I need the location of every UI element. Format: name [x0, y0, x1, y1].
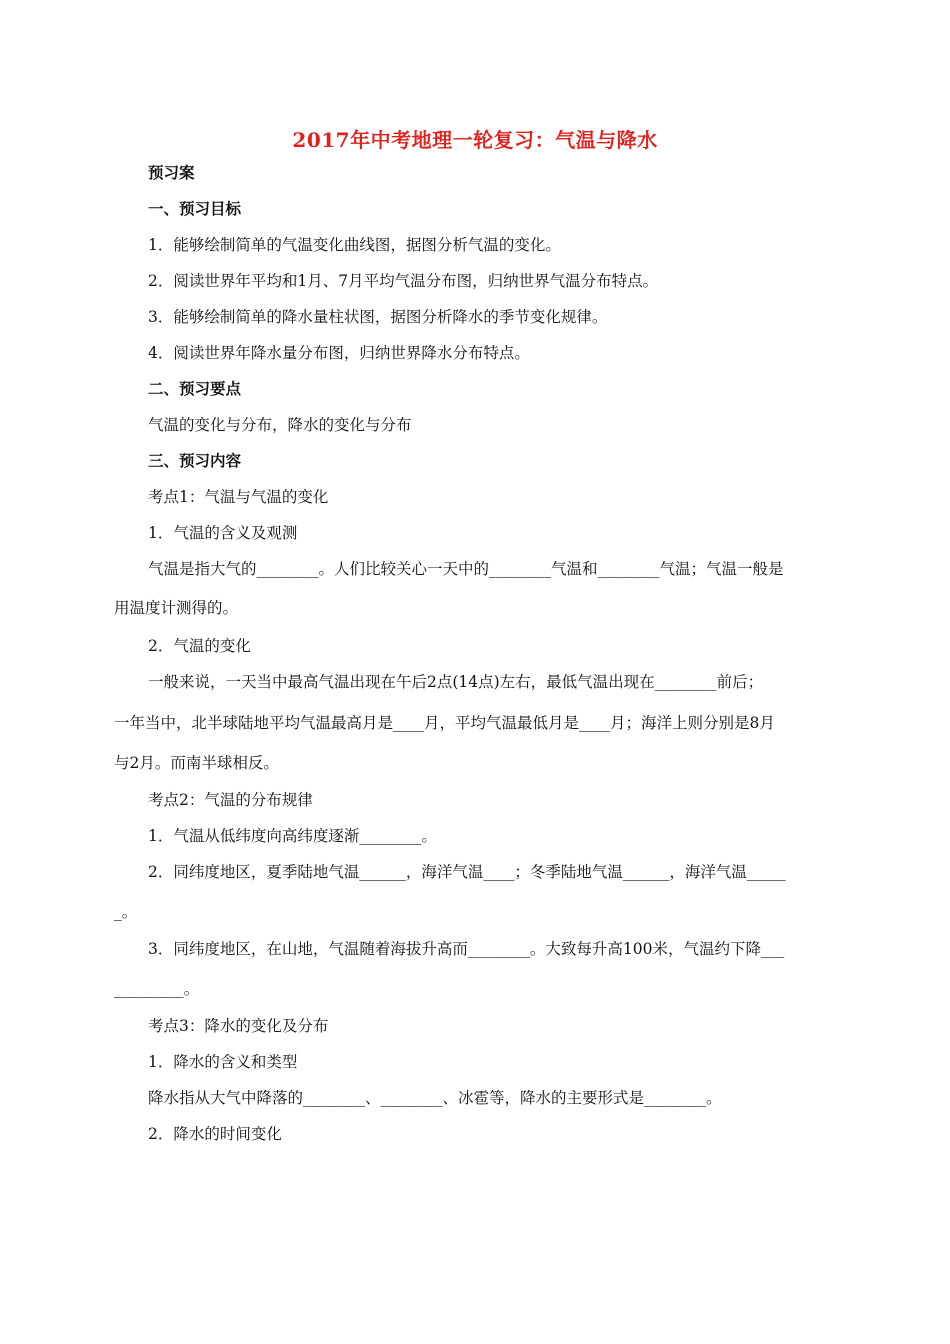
section-heading-preview: 预习案 — [148, 163, 195, 182]
topic-1-item-1: 1．气温的含义及观测 — [148, 524, 298, 542]
key-points-text: 气温的变化与分布，降水的变化与分布 — [148, 416, 412, 434]
topic-2-item-2: 2．同纬度地区，夏季陆地气温______，海洋气温____；冬季陆地气温______，海洋气温_____ — [148, 863, 786, 881]
topic-1-fill-line-3: 一般来说，一天当中最高气温出现在午后2点(14点)左右，最低气温出现在________前后； — [148, 673, 764, 691]
topic-2-item-2-cont: _。 — [114, 903, 138, 921]
heading-key-points: 二、预习要点 — [148, 379, 242, 398]
objective-4: 4．阅读世界年降水量分布图，归纳世界降水分布特点。 — [148, 344, 530, 362]
topic-1-fill-line-2: 用温度计测得的。 — [114, 599, 239, 617]
topic-1-heading: 考点1：气温与气温的变化 — [148, 488, 329, 506]
document-title: 2017年中考地理一轮复习：气温与降水 — [292, 128, 658, 152]
topic-1-fill-line-5: 与2月。而南半球相反。 — [114, 754, 279, 772]
objective-1: 1．能够绘制简单的气温变化曲线图，据图分析气温的变化。 — [148, 236, 561, 254]
topic-3-fill-line-1: 降水指从大气中降落的________、________、冰雹等，降水的主要形式是________。 — [148, 1089, 722, 1107]
objective-3: 3．能够绘制简单的降水量柱状图，据图分析降水的季节变化规律。 — [148, 308, 608, 326]
objective-2: 2．阅读世界年平均和1月、7月平均气温分布图，归纳世界气温分布特点。 — [148, 272, 659, 290]
topic-2-item-3-cont: _________。 — [114, 980, 200, 998]
topic-2-item-1: 1．气温从低纬度向高纬度逐渐________。 — [148, 827, 437, 845]
topic-2-heading: 考点2：气温的分布规律 — [148, 791, 313, 809]
heading-objectives: 一、预习目标 — [148, 199, 242, 218]
topic-3-item-1: 1．降水的含义和类型 — [148, 1053, 298, 1071]
heading-content: 三、预习内容 — [148, 451, 242, 470]
topic-3-item-2: 2．降水的时间变化 — [148, 1125, 282, 1143]
topic-3-heading: 考点3：降水的变化及分布 — [148, 1017, 329, 1035]
topic-1-fill-line-1: 气温是指大气的________。人们比较关心一天中的________气温和________气温；气温一般是 — [148, 560, 784, 578]
topic-1-item-2: 2．气温的变化 — [148, 637, 251, 655]
topic-1-fill-line-4: 一年当中，北半球陆地平均气温最高月是____月，平均气温最低月是____月；海洋上则分别是8月 — [114, 714, 775, 732]
topic-2-item-3: 3．同纬度地区，在山地，气温随着海拔升高而________。大致每升高100米，气温约下降___ — [148, 940, 785, 958]
